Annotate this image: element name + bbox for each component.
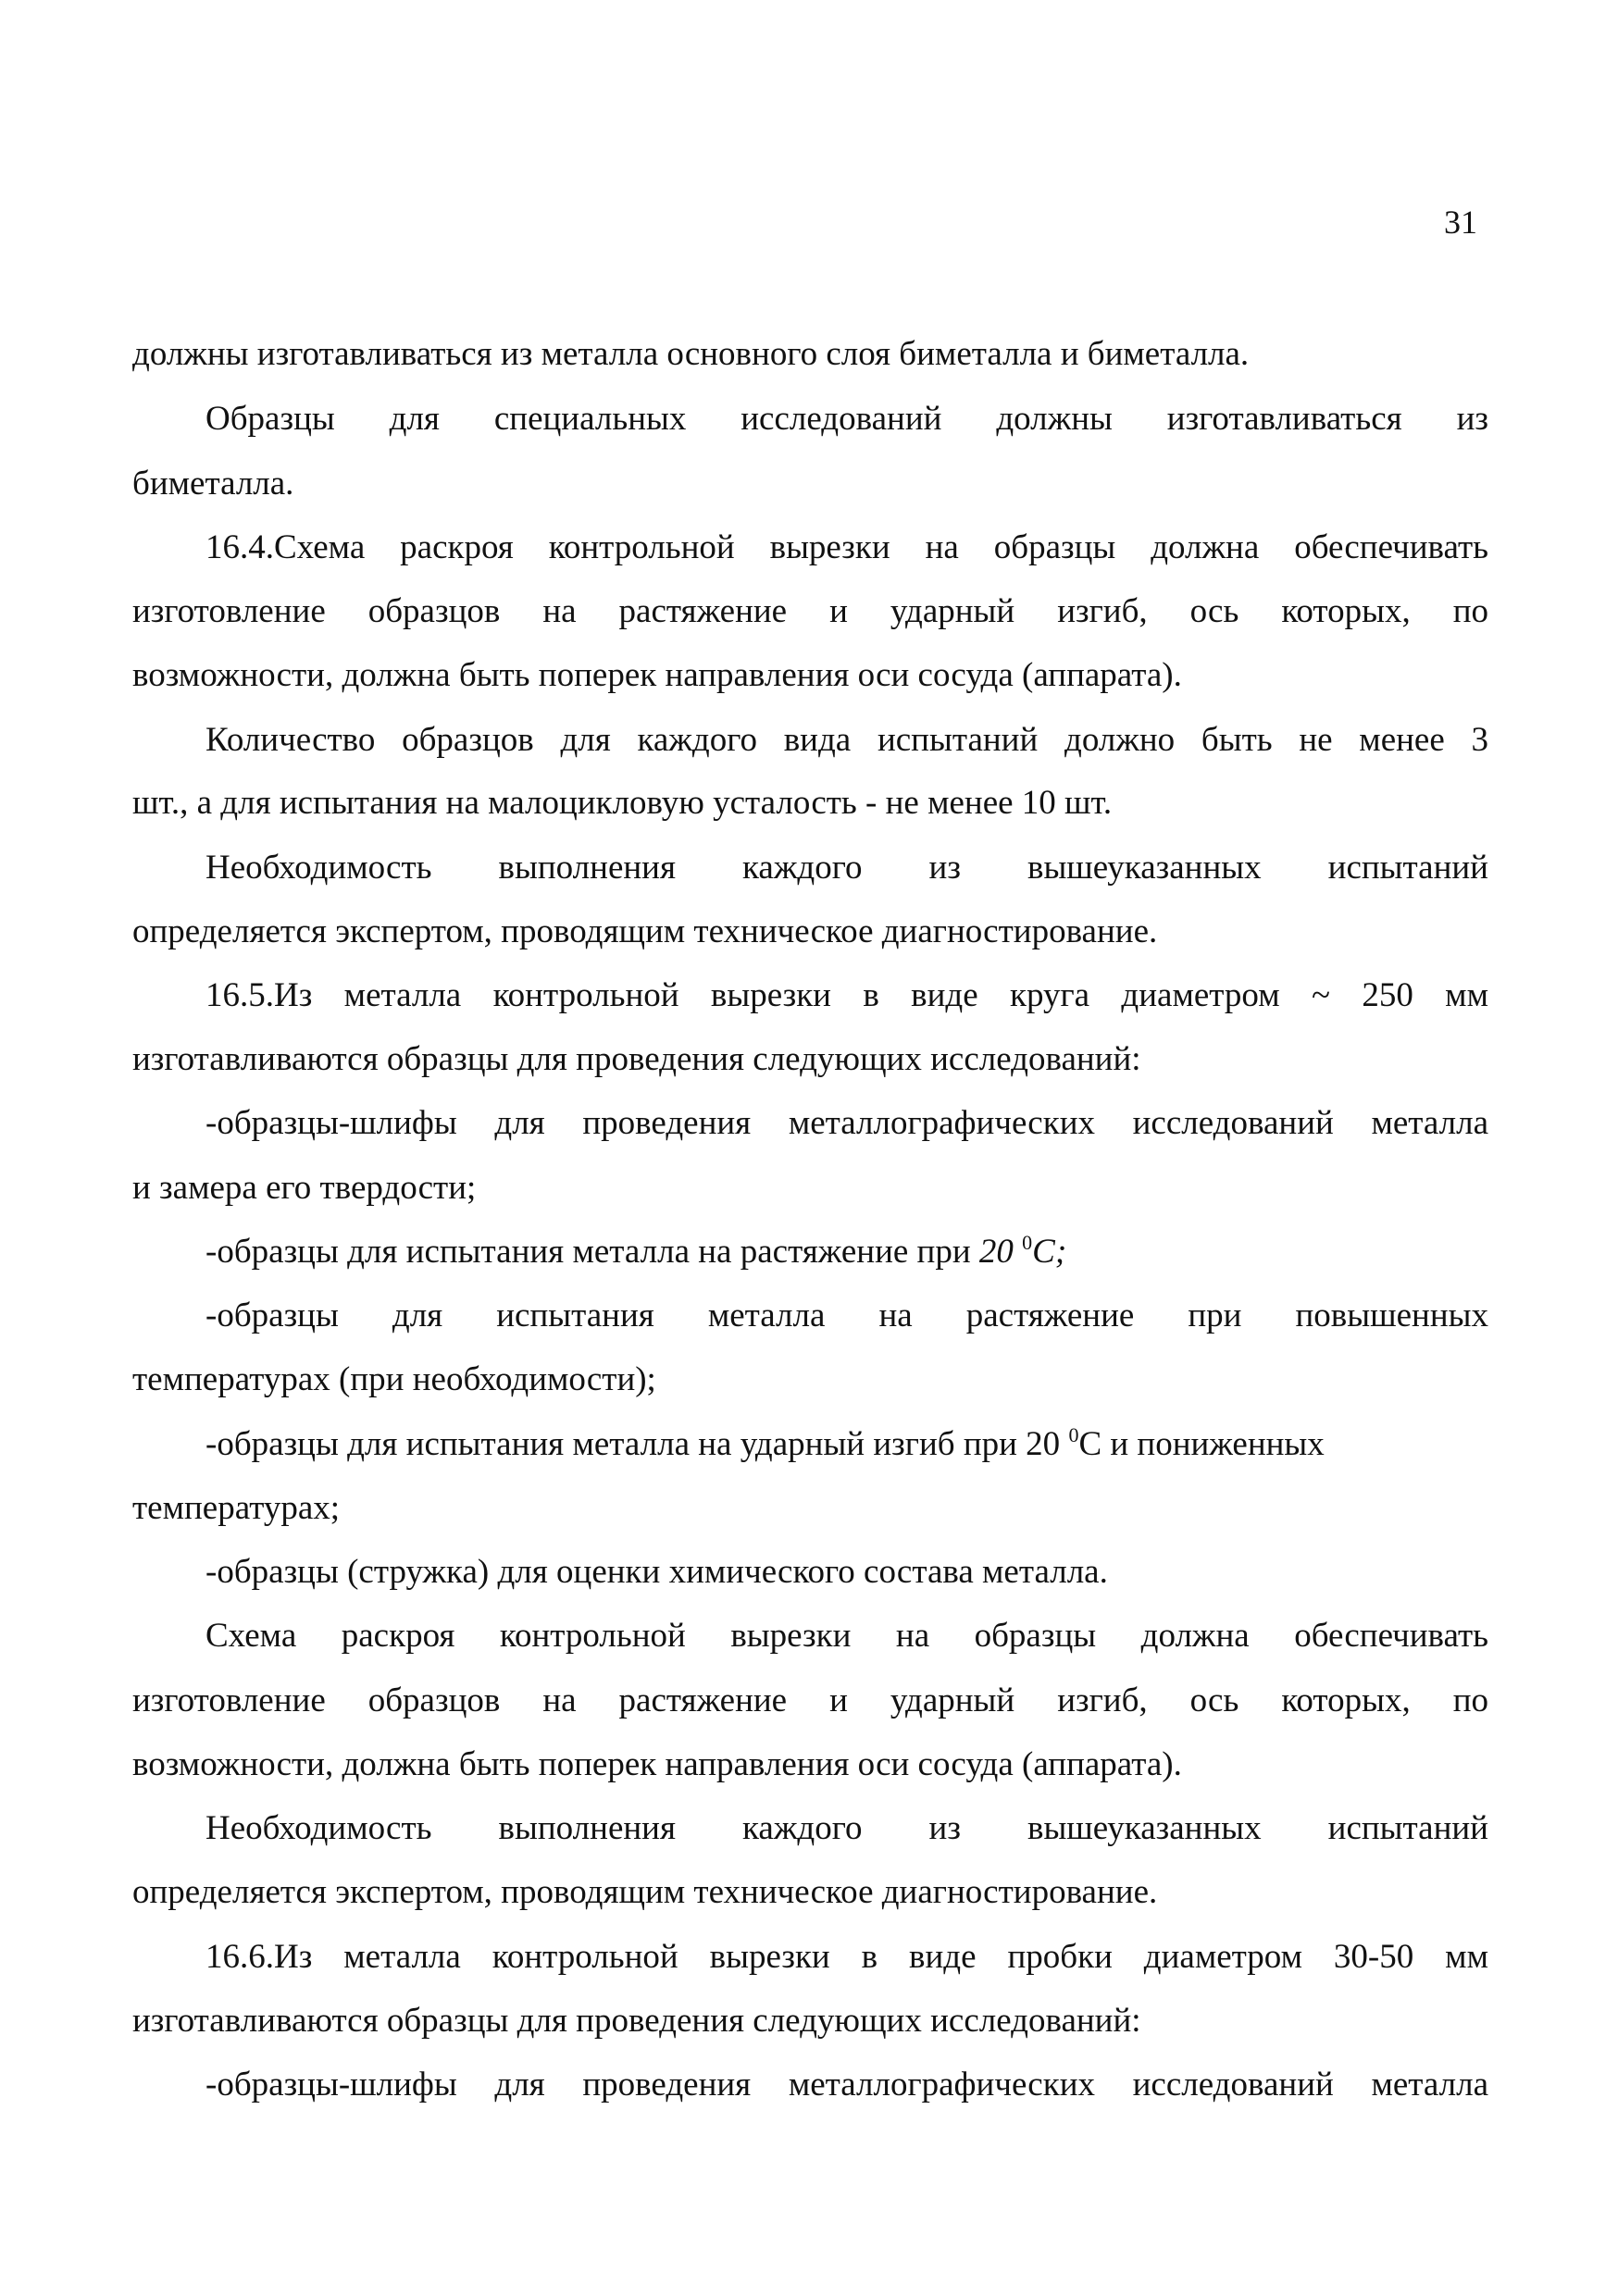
page-number: 31 [1444,204,1477,241]
text-line: изготовление образцов на растяжение и ударный изгиб, ось которых, по [132,592,1488,630]
text-line: и замера его твердости; [132,1169,477,1207]
degree-superscript: 0 [1022,1231,1033,1254]
text-line: возможности, должна быть поперек направления оси сосуда (аппарата). [132,656,1182,694]
text-line: должны изготавливаться из металла основного слоя биметалла и биметалла. [132,335,1250,373]
text-line: биметалла. [132,465,294,503]
text-fragment: С и пониженных [1078,1425,1325,1463]
text-line [205,1229,1488,1275]
text-line: -образцы (стружка) для оценки химического состава металла. [205,1553,1108,1591]
text-line: температурах; [132,1489,341,1527]
text-line: Образцы для специальных исследований должны изготавливаться из [205,400,1488,438]
text-line: 16.4.Схема раскроя контрольной вырезки на образцы должна обеспечивать [205,528,1488,566]
text-line: изготавливаются образцы для проведения следующих исследований: [132,2002,1141,2040]
text-line: температурах (при необходимости); [132,1360,656,1398]
text-line: -образцы-шлифы для проведения металлографических исследований металла [205,2066,1488,2104]
text-line: изготавливаются образцы для проведения следующих исследований: [132,1040,1141,1078]
text-line: определяется экспертом, проводящим техническое диагностирование. [132,1873,1158,1911]
text-line: определяется экспертом, проводящим техническое диагностирование. [132,912,1158,950]
temperature-value: 20 [978,1233,1014,1271]
text-line: Необходимость выполнения каждого из вышеуказанных испытаний [205,1809,1488,1847]
text-line: -образцы для испытания металла на растяжение при повышенных [205,1297,1488,1334]
text-line: возможности, должна быть поперек направления оси сосуда (аппарата). [132,1745,1182,1783]
text-line: 16.5.Из металла контрольной вырезки в виде круга диаметром ~ 250 мм [205,976,1488,1014]
text-line: Схема раскроя контрольной вырезки на образцы должна обеспечивать [205,1617,1488,1655]
text-line [205,1421,1488,1468]
degree-superscript: 0 [1068,1423,1079,1446]
text-line: Необходимость выполнения каждого из вышеуказанных испытаний [205,849,1488,887]
text-line: 16.6.Из металла контрольной вырезки в виде пробки диаметром 30-50 мм [205,1938,1488,1976]
text-line: -образцы-шлифы для проведения металлографических исследований металла [205,1104,1488,1142]
text-line: Количество образцов для каждого вида испытаний должно быть не менее 3 [205,721,1488,759]
text-line: шт., а для испытания на малоцикловую усталость - не менее 10 шт. [132,784,1113,822]
text-fragment: С; [1032,1233,1067,1271]
text-fragment: -образцы для испытания металла на растяжение при [205,1233,979,1271]
text-fragment: -образцы для испытания металла на ударный изгиб при 20 [205,1425,1069,1463]
text-line: изготовление образцов на растяжение и ударный изгиб, ось которых, по [132,1682,1488,1719]
